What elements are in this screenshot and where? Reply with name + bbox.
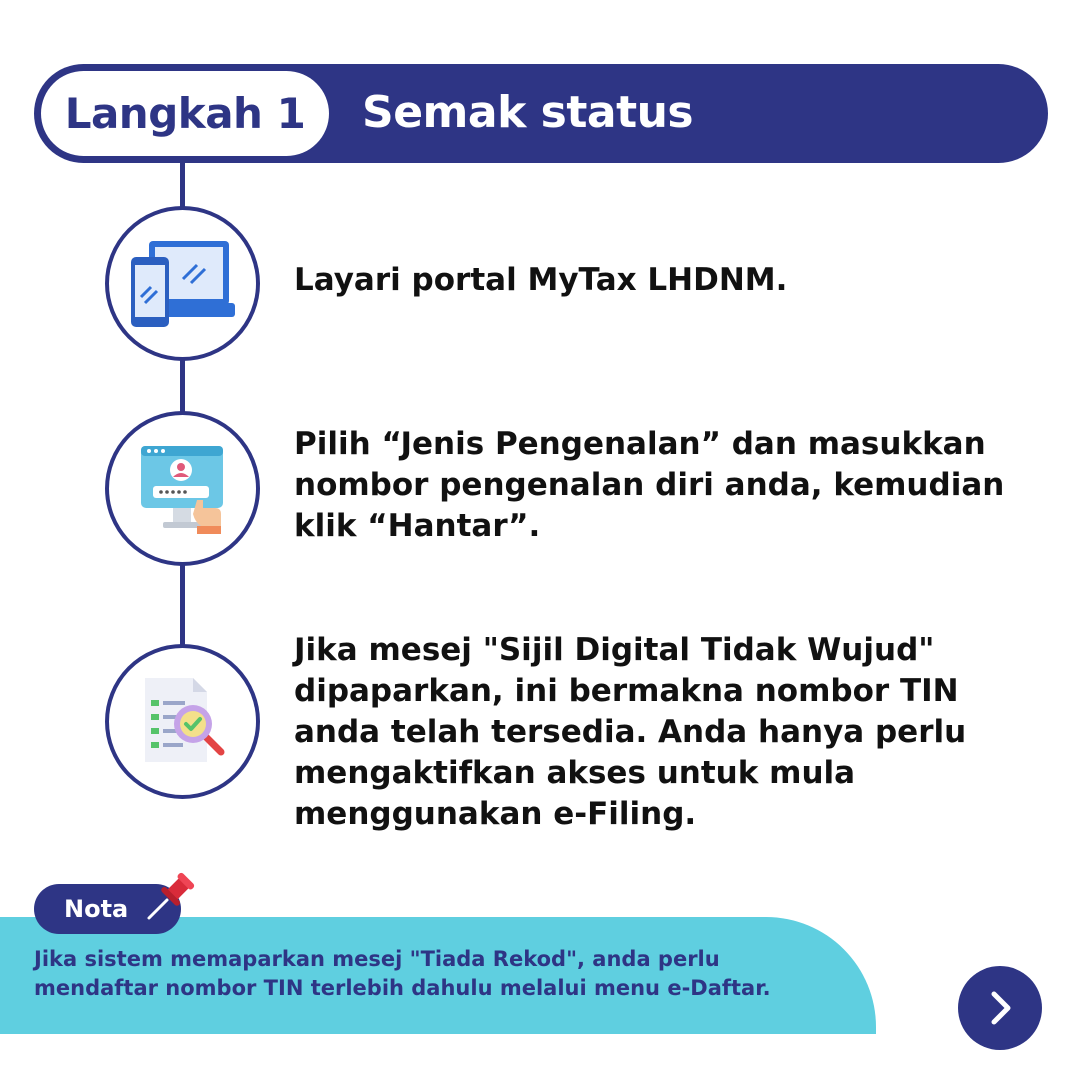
- document-check-icon: [135, 674, 231, 770]
- page-title: Semak status: [362, 86, 694, 138]
- pushpin-icon: [143, 866, 201, 924]
- login-screen-icon: [135, 442, 231, 536]
- step-label: Langkah 1: [41, 71, 329, 156]
- step-1-icon-circle: [105, 206, 260, 361]
- step-3-text: Jika mesej "Sijil Digital Tidak Wujud" dipaparkan, ini bermakna nombor TIN anda telah tersedia. Anda hanya perlu mengaktifkan akses untuk mula menggunakan e-Filing.: [294, 632, 967, 832]
- step-2-text: Pilih “Jenis Pengenalan” dan masukkan nombor pengenalan diri anda, kemudian klik “Hantar”.: [294, 426, 1005, 544]
- note-text: Jika sistem memaparkan mesej "Tiada Rekod", anda perlu mendaftar nombor TIN terlebih dahulu melalui menu e-Daftar.: [34, 947, 771, 1000]
- step-3-icon-circle: [105, 644, 260, 799]
- step-1-text: Layari portal MyTax LHDNM.: [294, 262, 788, 298]
- devices-icon: [131, 239, 235, 329]
- chevron-right-icon: [980, 988, 1020, 1028]
- step-2-icon-circle: [105, 411, 260, 566]
- note-label: Nota: [64, 895, 129, 923]
- next-button[interactable]: [958, 966, 1042, 1050]
